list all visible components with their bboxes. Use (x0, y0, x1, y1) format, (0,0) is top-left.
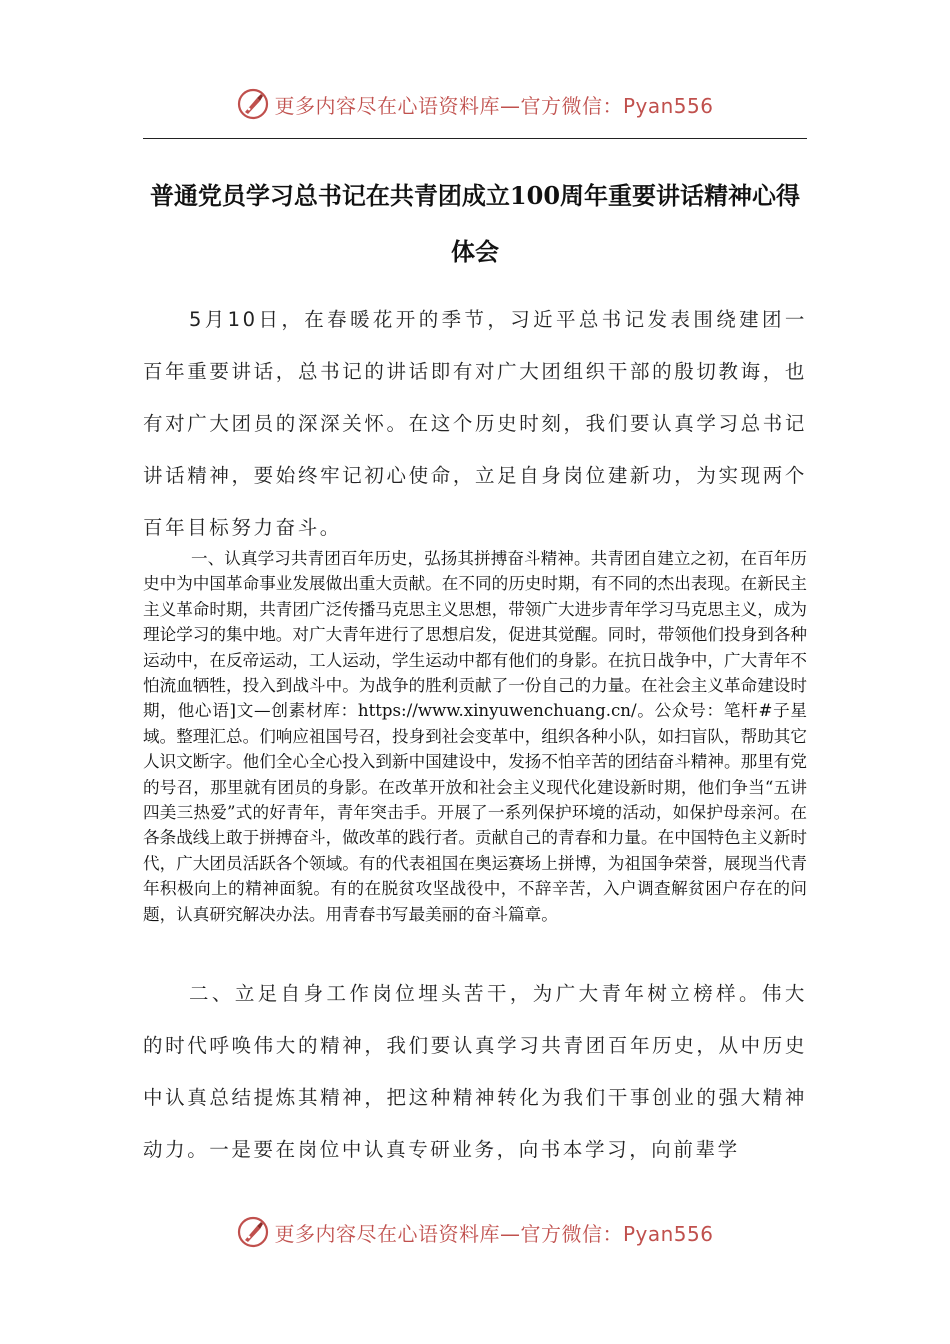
banner-text: 更多内容尽在心语资料库—官方微信：Pyan556 (274, 1221, 714, 1246)
paragraph-intro: 5月10日，在春暖花开的季节，习近平总书记发表围绕建团一百年重要讲话，总书记的讲话即有对广大团组织干部的殷切教诲，也有对广大团员的深深关怀。在这个历史时刻，我们要认真学习总书记讲话精神，要始终牢记初心使命，立足自身岗位建新功，为实现两个百年目标努力奋斗。 (143, 308, 807, 539)
banner-text: 更多内容尽在心语资料库—官方微信：Pyan556 (274, 93, 714, 118)
paragraph-section-one: 一、认真学习共青团百年历史，弘扬其拼搏奋斗精神。共青团自建立之初，在百年历史中为中国革命事业发展做出重大贡献。在不同的历史时期，有不同的杰出表现。在新民主主义革命时期，共青团广泛传播马克思主义思想，带领广大进步青年学习马克思主义，成为理论学习的集中地。对广大青年进行了思想启发，促进其觉醒。同时，带领他们投身到各种运动中，在反帝运动，工人运动，学生运动中都有他们的身影。在抗日战争中，广大青年不怕流血牺牲，投入到战斗中。为战争的胜利贡献了一份自己的力量。在社会主义革命建设时期，他心语]文—创素材库：https://www.xinyuwenchuang.cn/。公众号：笔杆#子星域。整理汇总。们响应祖国号召，投身到社会变革中，组织各种小队，如扫盲队，帮助其它人识文断字。他们全心全心投入到新中国建设中，发扬不怕辛苦的团结奋斗精神。那里有党的号召，那里就有团员的身影。在改革开放和社会主义现代化建设新时期，他们争当“五讲四美三热爱”式的好青年，青年突击手。开展了一系列保护环境的活动，如保护母亲河。在各条战线上敢于拼搏奋斗，做改革的践行者。贡献自己的青春和力量。在中国特色主义新时代，广大团员活跃各个领域。有的代表祖国在奥运赛场上拼博，为祖国争荣誉，展现当代青年积极向上的精神面貌。有的在脱贫攻坚战役中，不辞辛苦，入户调查解贫困户存在的问题，认真研究解决办法。用青春书写最美丽的奋斗篇章。 (143, 549, 807, 924)
pen-nib-icon (236, 1215, 270, 1249)
pen-nib-icon (236, 87, 270, 121)
header-divider (143, 138, 807, 139)
paragraph-section-two: 二、立足自身工作岗位埋头苦干，为广大青年树立榜样。伟大的时代呼唤伟大的精神，我们要认真学习共青团百年历史，从中历史中认真总结提炼其精神，把这种精神转化为我们干事创业的强大精神动力。一是要在岗位中认真专研业务，向书本学习，向前辈学 (143, 982, 807, 1161)
footer-banner (0, 1212, 950, 1252)
header-banner (0, 84, 950, 124)
document-title: 普通党员学习总书记在共青团成立100周年重要讲话精神心得体会 (149, 181, 801, 266)
